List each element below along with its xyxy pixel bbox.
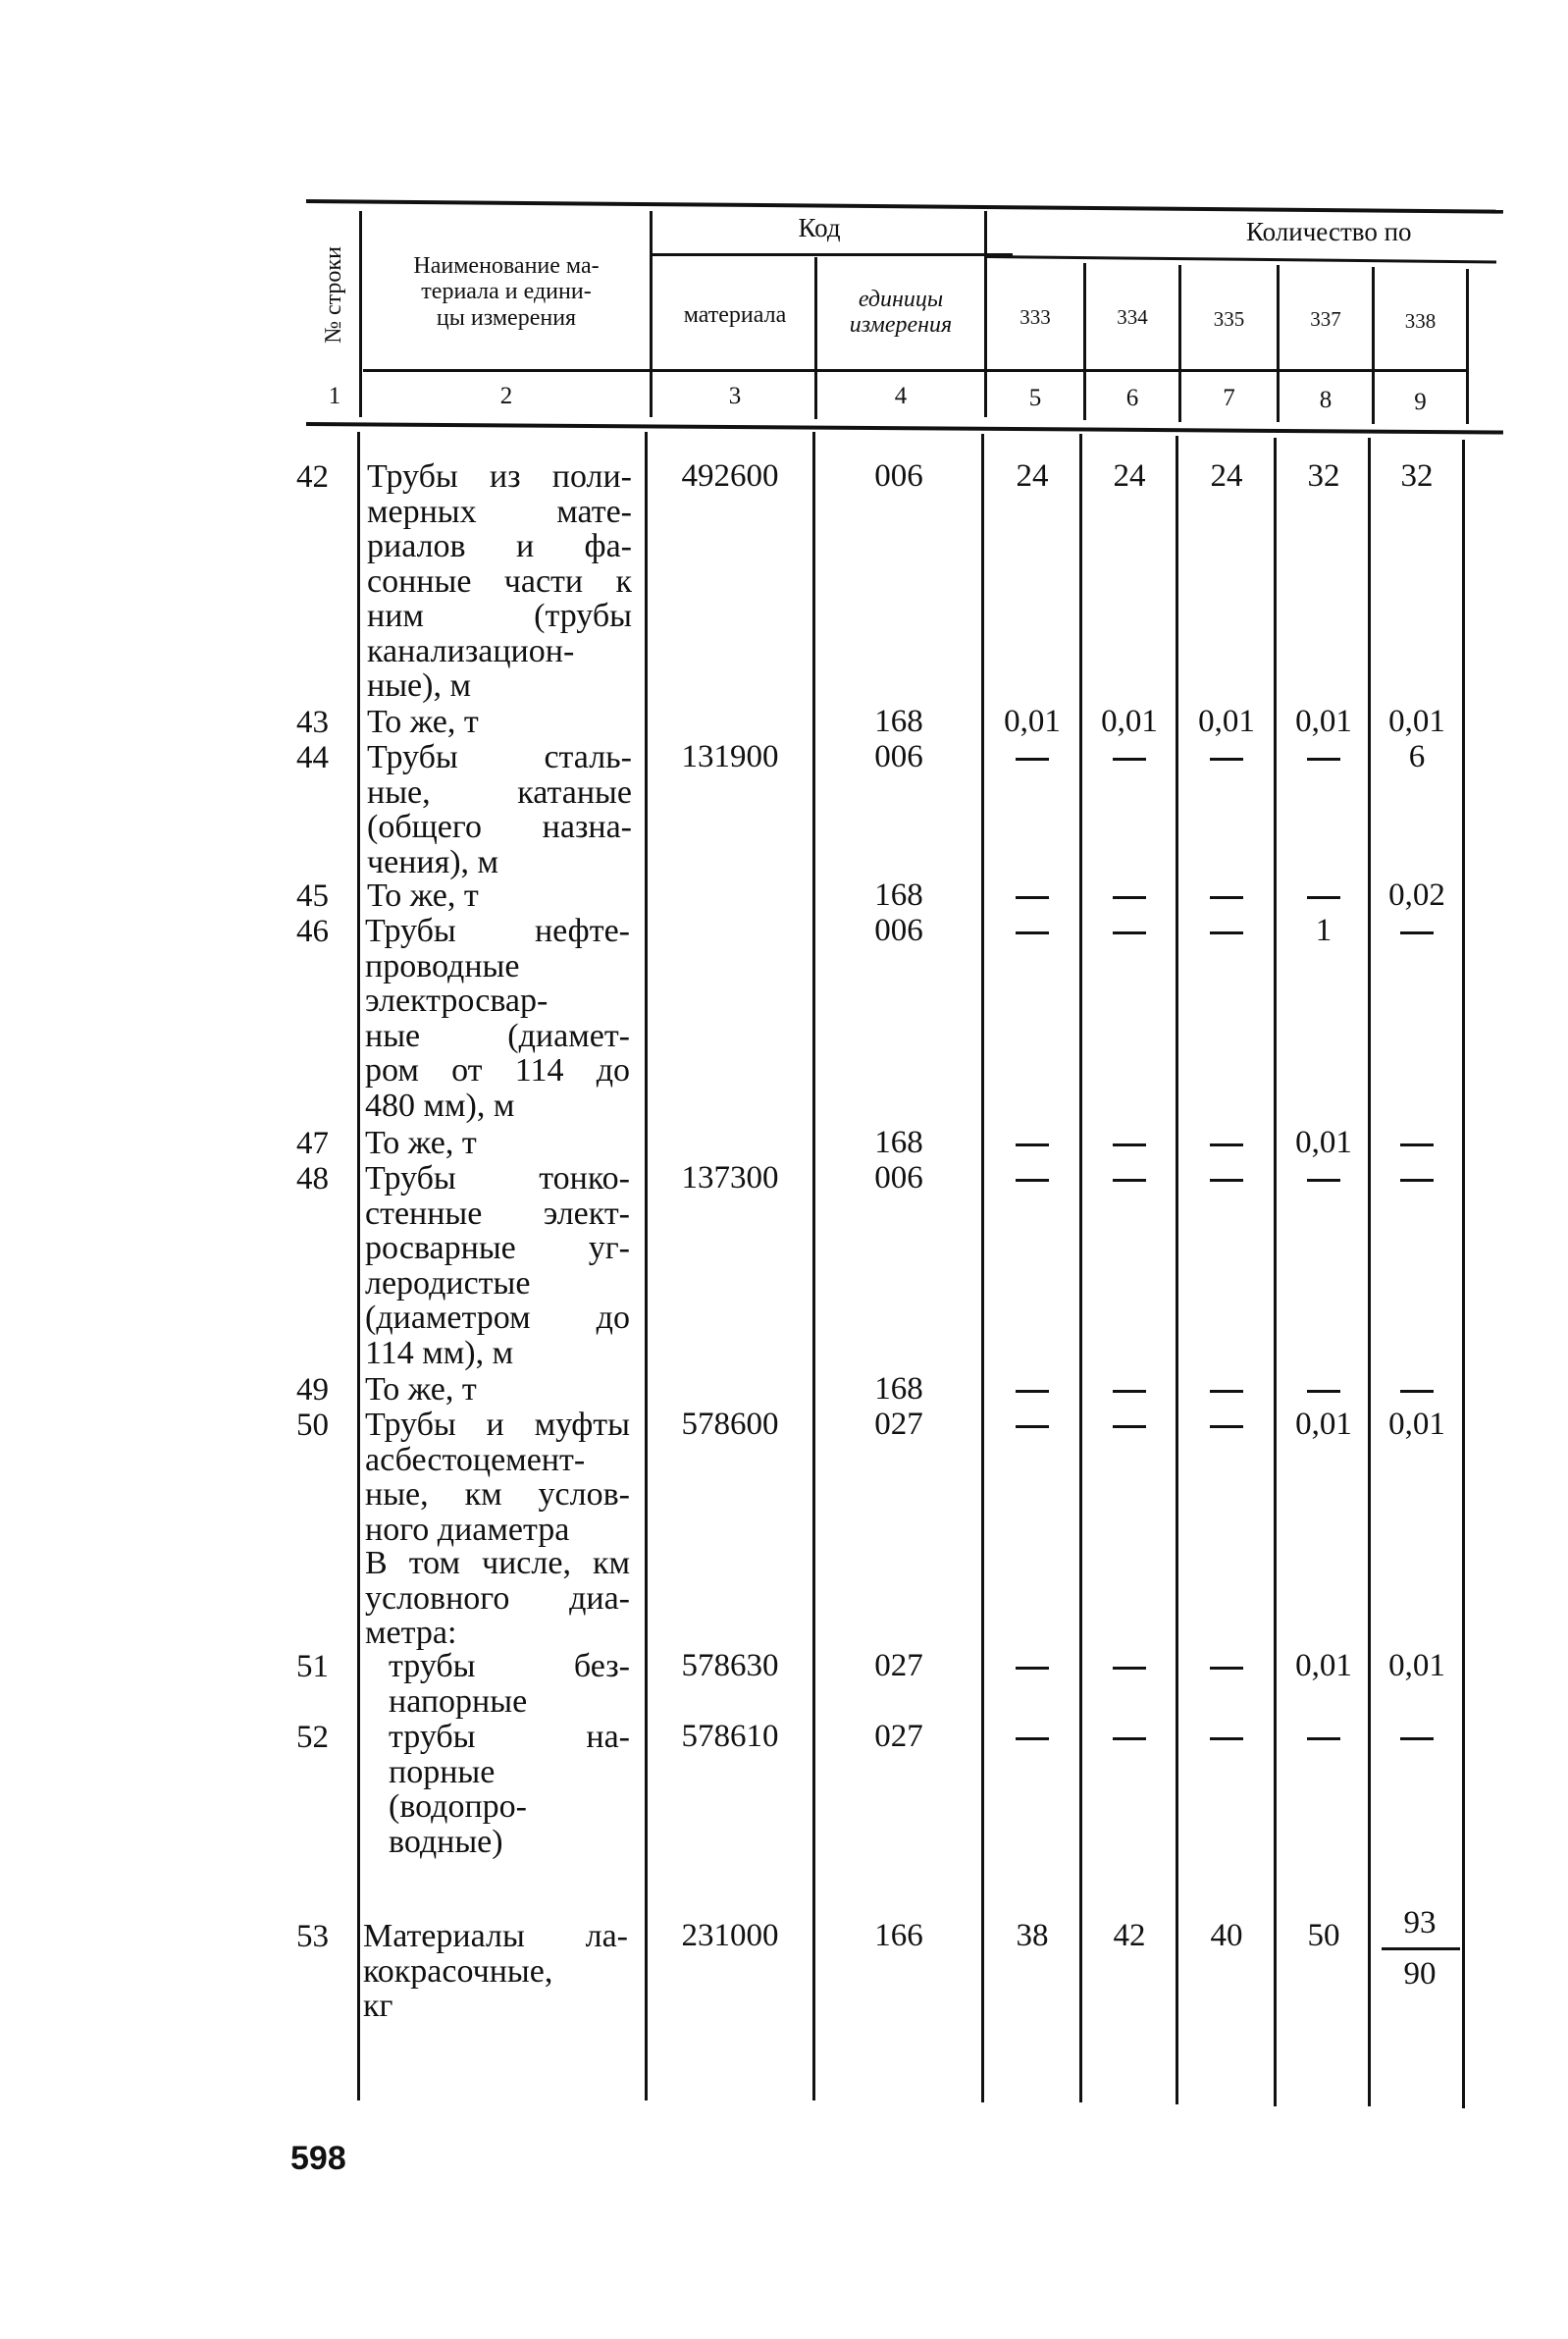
quantity-dash — [985, 1408, 1079, 1443]
dash-mark — [1307, 896, 1340, 899]
dash-mark — [1113, 1667, 1146, 1670]
material-name-line: электросвар- — [365, 983, 549, 1019]
material-name-line: канализацион- — [367, 632, 575, 669]
material-name-line: Трубы нефте- — [365, 913, 630, 949]
quantity-dash — [985, 1126, 1079, 1161]
row-number: 46 — [296, 914, 329, 949]
col-number: 9 — [1414, 389, 1427, 415]
quantity-dash — [985, 878, 1079, 914]
material-name-line: (общего назна- — [367, 809, 632, 845]
row-number: 47 — [296, 1126, 329, 1161]
header-vline — [650, 211, 653, 417]
dash-mark — [1210, 896, 1243, 899]
dash-mark — [1113, 931, 1146, 934]
name-header — [365, 253, 648, 331]
row-number: 53 — [296, 1919, 329, 1954]
quantity-dash — [1278, 1720, 1370, 1755]
col-number: 5 — [1028, 385, 1042, 411]
material-name — [365, 1408, 630, 1547]
material-name — [389, 1649, 630, 1719]
quantity-dash — [985, 740, 1079, 775]
quantity-dash — [1083, 1408, 1176, 1443]
quantity-header-rule — [650, 253, 1013, 256]
dash-mark — [1210, 1425, 1243, 1428]
body-vline — [1462, 440, 1465, 2108]
quantity-dash — [1372, 914, 1462, 949]
material-code: 578610 — [681, 1719, 779, 1754]
dash-mark — [1016, 1667, 1049, 1670]
row-number: 42 — [296, 459, 329, 495]
material-name-line: кокрасочные, — [363, 1952, 553, 1990]
unit-code: 006 — [874, 739, 923, 774]
quantity-value: 42 — [1113, 1918, 1146, 1953]
material-name-line: То же, т — [367, 877, 479, 914]
material-name-line: стенные элект- — [365, 1195, 630, 1232]
quantity-dash — [1083, 878, 1176, 914]
name-header-line: Наименование ма- — [413, 253, 600, 279]
code-unit-header-line: единицы — [858, 287, 944, 312]
body-vline — [981, 434, 984, 2102]
material-name — [365, 1372, 630, 1408]
unit-code: 027 — [874, 1648, 923, 1683]
dash-mark — [1210, 1143, 1243, 1146]
quantity-dash — [1083, 1372, 1176, 1408]
dash-mark — [1307, 758, 1340, 761]
material-name-line: росварные уг- — [365, 1230, 630, 1266]
material-name-line: сонные части к — [367, 562, 632, 600]
quantity-dash — [1179, 740, 1274, 775]
dash-mark — [1210, 1390, 1243, 1393]
material-code: 492600 — [681, 458, 779, 494]
dash-mark — [1307, 1179, 1340, 1182]
dash-mark — [1113, 1737, 1146, 1740]
material-name-line: То же, т — [365, 1371, 477, 1408]
dash-mark — [1113, 1425, 1146, 1428]
material-name-line: напорные — [389, 1682, 528, 1720]
material-name — [365, 1546, 630, 1651]
material-name — [365, 1161, 630, 1370]
dash-mark — [1210, 931, 1243, 934]
code-unit-header-line: измерения — [849, 312, 953, 339]
row-number-header-label: № строки — [320, 245, 346, 344]
body-vline — [812, 432, 815, 2100]
material-code: 231000 — [681, 1918, 779, 1953]
quantity-value: 50 — [1307, 1918, 1340, 1953]
header-vline — [359, 211, 362, 417]
material-name-line: асбестоцемент- — [365, 1441, 586, 1478]
table-top-rule — [306, 199, 1503, 214]
material-name-line: ним (трубы — [367, 598, 632, 634]
body-vline — [357, 432, 360, 2100]
row-number: 50 — [296, 1408, 329, 1443]
name-header-line: цы измерения — [436, 304, 577, 331]
quantity-value: 0,01 — [1101, 704, 1158, 739]
quantity-header: Количество по — [1246, 217, 1412, 246]
material-name-line: Трубы и муфты — [365, 1407, 630, 1443]
quantity-value: 0,01 — [1388, 704, 1445, 739]
material-name-line: чения), м — [367, 843, 499, 880]
code-material-header: материала — [683, 302, 787, 328]
qty-col-header: 337 — [1310, 307, 1341, 331]
quantity-dash — [1083, 1161, 1176, 1196]
quantity-dash — [1179, 1126, 1274, 1161]
material-name — [367, 459, 632, 704]
quantity-dash — [985, 1161, 1079, 1196]
body-vline — [1079, 434, 1082, 2102]
material-name-line: ные), м — [367, 667, 471, 704]
material-name — [389, 1720, 630, 1859]
quantity-dash — [1278, 740, 1370, 775]
material-name-line: ные, км услов- — [365, 1476, 630, 1513]
qty-col-header: 333 — [1019, 305, 1051, 329]
col-number: 4 — [894, 383, 908, 409]
dash-mark — [1113, 1179, 1146, 1182]
unit-code: 166 — [874, 1918, 923, 1953]
dash-mark — [1113, 758, 1146, 761]
unit-code: 027 — [874, 1719, 923, 1754]
body-vline — [1176, 436, 1178, 2104]
row-number: 49 — [296, 1372, 329, 1408]
dash-mark — [1210, 758, 1243, 761]
dash-mark — [1016, 1143, 1049, 1146]
unit-code: 006 — [874, 458, 923, 494]
page-number: 598 — [290, 2140, 346, 2177]
quantity-dash — [1179, 878, 1274, 914]
material-name — [365, 1126, 630, 1161]
code-header: Код — [798, 213, 841, 242]
quantity-dash — [1179, 1649, 1274, 1684]
material-name-line: (диаметром до — [365, 1300, 630, 1336]
qty-col-header: 338 — [1404, 309, 1437, 333]
quantity-value: 24 — [1113, 458, 1146, 494]
quantity-value: 38 — [1016, 1918, 1049, 1953]
quantity-value: 1 — [1315, 913, 1333, 948]
quantity-dash — [1083, 1126, 1176, 1161]
row-number: 48 — [296, 1161, 329, 1196]
qty-col-header: 335 — [1213, 307, 1245, 331]
header-vline — [1466, 269, 1469, 424]
material-name-line: Материалы ла- — [363, 1918, 628, 1954]
col-numbers-bottom-rule — [306, 422, 1503, 435]
material-code: 578600 — [681, 1407, 779, 1442]
quantity-value: 0,01 — [1004, 704, 1061, 739]
material-name — [367, 740, 632, 879]
material-name-line: Трубы тонко- — [365, 1160, 630, 1196]
col-number: 7 — [1223, 385, 1235, 411]
dash-mark — [1307, 1390, 1340, 1393]
material-name-line: условного диа- — [365, 1579, 630, 1617]
quantity-dash — [1372, 1720, 1462, 1755]
material-name-line: То же, т — [367, 704, 479, 740]
quantity-dash — [1083, 740, 1176, 775]
material-name — [367, 878, 632, 914]
material-name-line: метра: — [365, 1615, 457, 1651]
fraction-denominator: 90 — [1403, 1956, 1437, 1992]
material-name-line: Трубы из поли- — [367, 458, 632, 495]
dash-mark — [1113, 896, 1146, 899]
dash-mark — [1400, 1179, 1434, 1182]
row-number: 43 — [296, 705, 329, 740]
dash-mark — [1016, 1390, 1049, 1393]
col-number: 8 — [1319, 387, 1333, 413]
quantity-dash — [1083, 1649, 1176, 1684]
dash-mark — [1307, 1737, 1340, 1740]
quantity-dash — [985, 1720, 1079, 1755]
quantity-dash — [1083, 1720, 1176, 1755]
material-name-line: проводные — [365, 947, 520, 984]
quantity-value: 0,01 — [1295, 704, 1352, 739]
dash-mark — [1210, 1179, 1243, 1182]
quantity-dash — [985, 914, 1079, 949]
material-name-line: ные (диамет- — [365, 1017, 630, 1054]
dash-mark — [1400, 931, 1434, 934]
quantity-dash — [1179, 914, 1274, 949]
dash-mark — [1113, 1143, 1146, 1146]
material-name-line: риалов и фа- — [367, 528, 632, 564]
quantity-dash — [985, 1372, 1079, 1408]
quantity-value: 32 — [1307, 458, 1340, 494]
dash-mark — [1016, 1425, 1049, 1428]
quantity-dash — [1179, 1720, 1274, 1755]
material-name-line: То же, т — [365, 1125, 477, 1161]
material-name-line: Трубы сталь- — [367, 739, 632, 775]
dash-mark — [1400, 1390, 1434, 1393]
quantity-dash — [1372, 1126, 1462, 1161]
quantity-header-rule-right — [986, 255, 1496, 263]
col-number: 1 — [328, 383, 341, 409]
material-name-line: В том числе, км — [365, 1545, 630, 1581]
unit-code: 168 — [874, 1371, 923, 1407]
fraction-bar — [1382, 1947, 1460, 1950]
unit-code: 006 — [874, 1160, 923, 1196]
quantity-value: 0,01 — [1388, 1407, 1445, 1442]
material-name-line: трубы на- — [389, 1719, 630, 1755]
quantity-value: 0,02 — [1388, 877, 1445, 913]
quantity-value: 0,01 — [1388, 1648, 1445, 1683]
unit-code: 027 — [874, 1407, 923, 1442]
row-number: 52 — [296, 1720, 329, 1755]
col-number: 3 — [728, 383, 742, 409]
material-code: 131900 — [681, 739, 779, 774]
unit-code: 006 — [874, 913, 923, 948]
unit-code: 168 — [874, 1125, 923, 1160]
material-name-line: порные — [389, 1753, 496, 1790]
material-name-line: водные) — [389, 1823, 503, 1860]
material-name-line: кг — [363, 1988, 393, 2024]
quantity-value: 32 — [1400, 458, 1434, 494]
body-vline — [1274, 438, 1277, 2106]
row-number: 45 — [296, 878, 329, 914]
quantity-value: 6 — [1408, 739, 1426, 774]
dash-mark — [1210, 1667, 1243, 1670]
dash-mark — [1016, 931, 1049, 934]
material-name-line: (водопро- — [389, 1788, 527, 1825]
col-number: 6 — [1125, 385, 1139, 411]
quantity-dash — [1278, 1161, 1370, 1196]
quantity-dash — [1179, 1372, 1274, 1408]
dash-mark — [1113, 1390, 1146, 1393]
quantity-dash — [1278, 878, 1370, 914]
quantity-value: 40 — [1210, 1918, 1243, 1953]
fraction-numerator: 93 — [1403, 1905, 1437, 1940]
quantity-value: 0,01 — [1295, 1648, 1352, 1683]
dash-mark — [1210, 1737, 1243, 1740]
row-number: 51 — [296, 1649, 329, 1684]
dash-mark — [1016, 1179, 1049, 1182]
material-name-line: ного диаметра — [365, 1511, 570, 1548]
quantity-dash — [1278, 1372, 1370, 1408]
header-bottom-rule — [363, 369, 1467, 372]
quantity-dash — [1372, 1161, 1462, 1196]
material-name-line: мерных мате- — [367, 493, 632, 530]
code-unit-header — [818, 287, 983, 339]
body-vline — [645, 432, 648, 2100]
row-number: 44 — [296, 740, 329, 775]
unit-code: 168 — [874, 877, 923, 913]
quantity-value: 0,01 — [1295, 1125, 1352, 1160]
quantity-value: 24 — [1016, 458, 1049, 494]
unit-code: 168 — [874, 704, 923, 739]
dash-mark — [1016, 1737, 1049, 1740]
dash-mark — [1400, 1143, 1434, 1146]
quantity-dash — [1179, 1161, 1274, 1196]
quantity-dash — [1179, 1408, 1274, 1443]
quantity-dash — [1372, 1372, 1462, 1408]
material-name — [367, 705, 632, 740]
quantity-value: 24 — [1210, 458, 1243, 494]
material-name — [365, 914, 630, 1123]
material-name — [363, 1919, 628, 2024]
material-name-line: 480 мм), м — [365, 1087, 515, 1124]
quantity-dash — [985, 1649, 1079, 1684]
material-code: 137300 — [681, 1160, 779, 1196]
material-name-line: леродистые — [365, 1264, 531, 1302]
header-vline — [814, 257, 817, 419]
material-name-line: 114 мм), м — [365, 1334, 514, 1371]
material-code: 578630 — [681, 1648, 779, 1683]
dash-mark — [1016, 896, 1049, 899]
name-header-line: териала и едини- — [421, 279, 592, 305]
dash-mark — [1016, 758, 1049, 761]
dash-mark — [1400, 1737, 1434, 1740]
quantity-dash — [1083, 914, 1176, 949]
material-name-line: ром от 114 до — [365, 1052, 630, 1089]
row-number-header — [312, 221, 355, 368]
col-number: 2 — [499, 383, 513, 409]
material-name-line: ные, катаные — [367, 773, 632, 811]
quantity-value: 0,01 — [1295, 1407, 1352, 1442]
quantity-value: 0,01 — [1198, 704, 1255, 739]
body-vline — [1368, 438, 1371, 2106]
material-name-line: трубы без- — [389, 1648, 630, 1684]
qty-col-header: 334 — [1117, 305, 1148, 329]
